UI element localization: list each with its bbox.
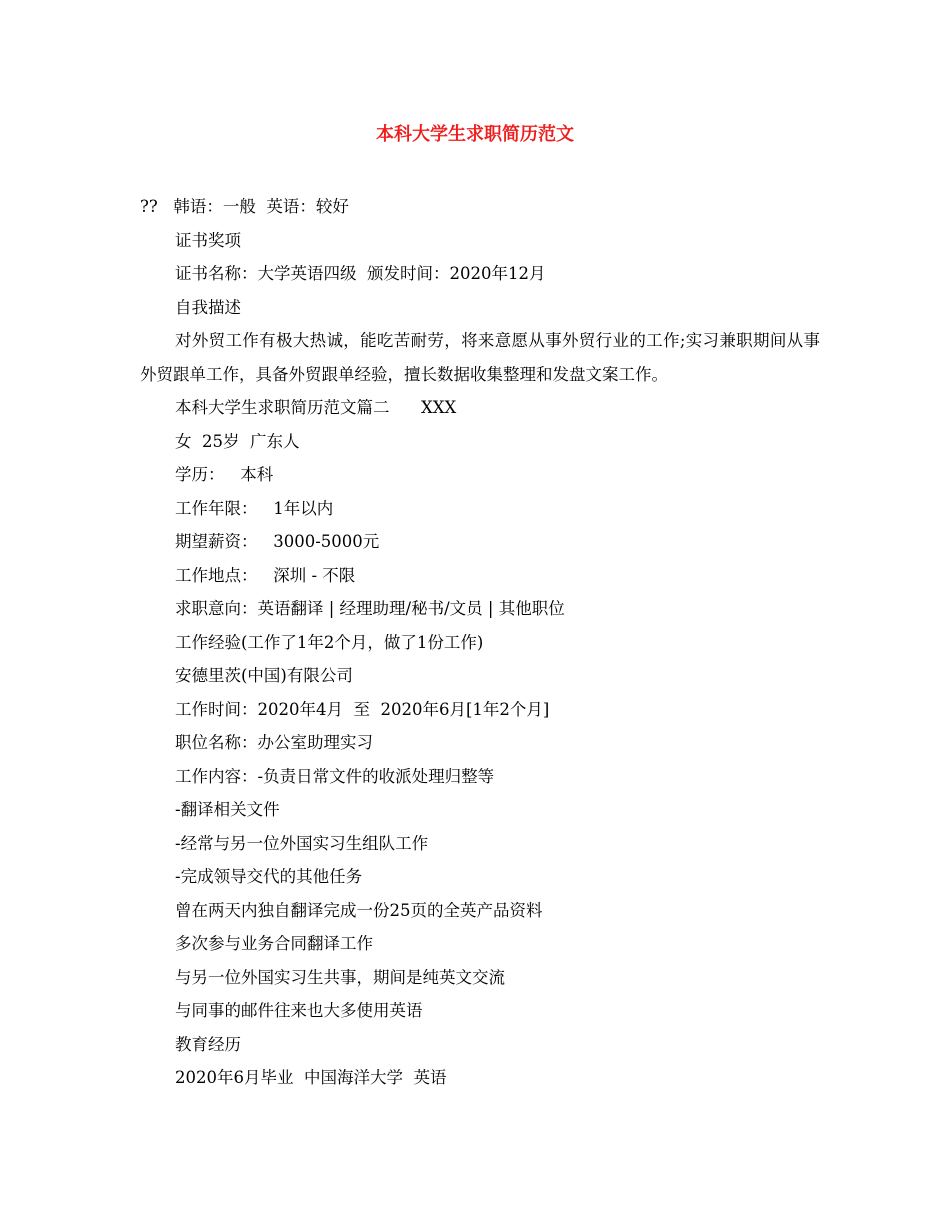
work-location-line: 工作地点： 深圳 - 不限 (175, 565, 356, 585)
position-title-line: 职位名称：办公室助理实习 (175, 733, 373, 752)
document-body (140, 190, 820, 1095)
self-description-paragraph: 对外贸工作有极大热诚，能吃苦耐劳，将来意愿从事外贸行业的工作;实习兼职期间从事外贸跟单工作，具备外贸跟单经验，擅长数据收集整理和发盘文案工作。 (140, 331, 820, 384)
achievement-item: 多次参与业务合同翻译工作 (175, 934, 373, 953)
language-skills-line: ?? 韩语：一般 英语：较好 (140, 197, 349, 216)
job-duty-item: -翻译相关文件 (175, 800, 280, 819)
achievement-item: 与另一位外国实习生共事，期间是纯英文交流 (175, 967, 505, 987)
expected-salary-line: 期望薪资： 3000-5000元 (175, 532, 380, 551)
work-years-line: 工作年限： 1年以内 (175, 498, 334, 518)
job-content-line: 工作内容：-负责日常文件的收派处理归整等 (175, 766, 495, 786)
achievement-item: 曾在两天内独自翻译完成一份25页的全英产品资料 (175, 900, 543, 920)
achievement-item: 与同事的邮件往来也大多使用英语 (175, 1001, 423, 1020)
document-title: 本科大学生求职简历范文 (376, 124, 574, 145)
sample-two-heading: 本科大学生求职简历范文篇二 XXX (175, 398, 457, 417)
education-line: 2020年6月毕业 中国海洋大学 英语 (175, 1068, 447, 1087)
personal-info-line: 女 25岁 广东人 (175, 431, 300, 451)
section-heading-certificates: 证书奖项 (175, 230, 241, 250)
work-experience-heading: 工作经验(工作了1年2个月，做了1份工作) (175, 632, 484, 652)
job-intention-line: 求职意向：英语翻译 | 经理助理/秘书/文员 | 其他职位 (175, 599, 565, 618)
certificate-line: 证书名称：大学英语四级 颁发时间：2020年12月 (175, 264, 546, 283)
company-name-line: 安德里茨(中国)有限公司 (175, 666, 353, 685)
job-duty-item: -完成领导交代的其他任务 (175, 867, 363, 886)
education-level-line: 学历： 本科 (175, 465, 274, 484)
job-duty-item: -经常与另一位外国实习生组队工作 (175, 833, 429, 853)
section-heading-education: 教育经历 (175, 1034, 241, 1054)
section-heading-self-description: 自我描述 (175, 297, 241, 317)
work-period-line: 工作时间：2020年4月 至 2020年6月[1年2个月] (175, 699, 550, 719)
